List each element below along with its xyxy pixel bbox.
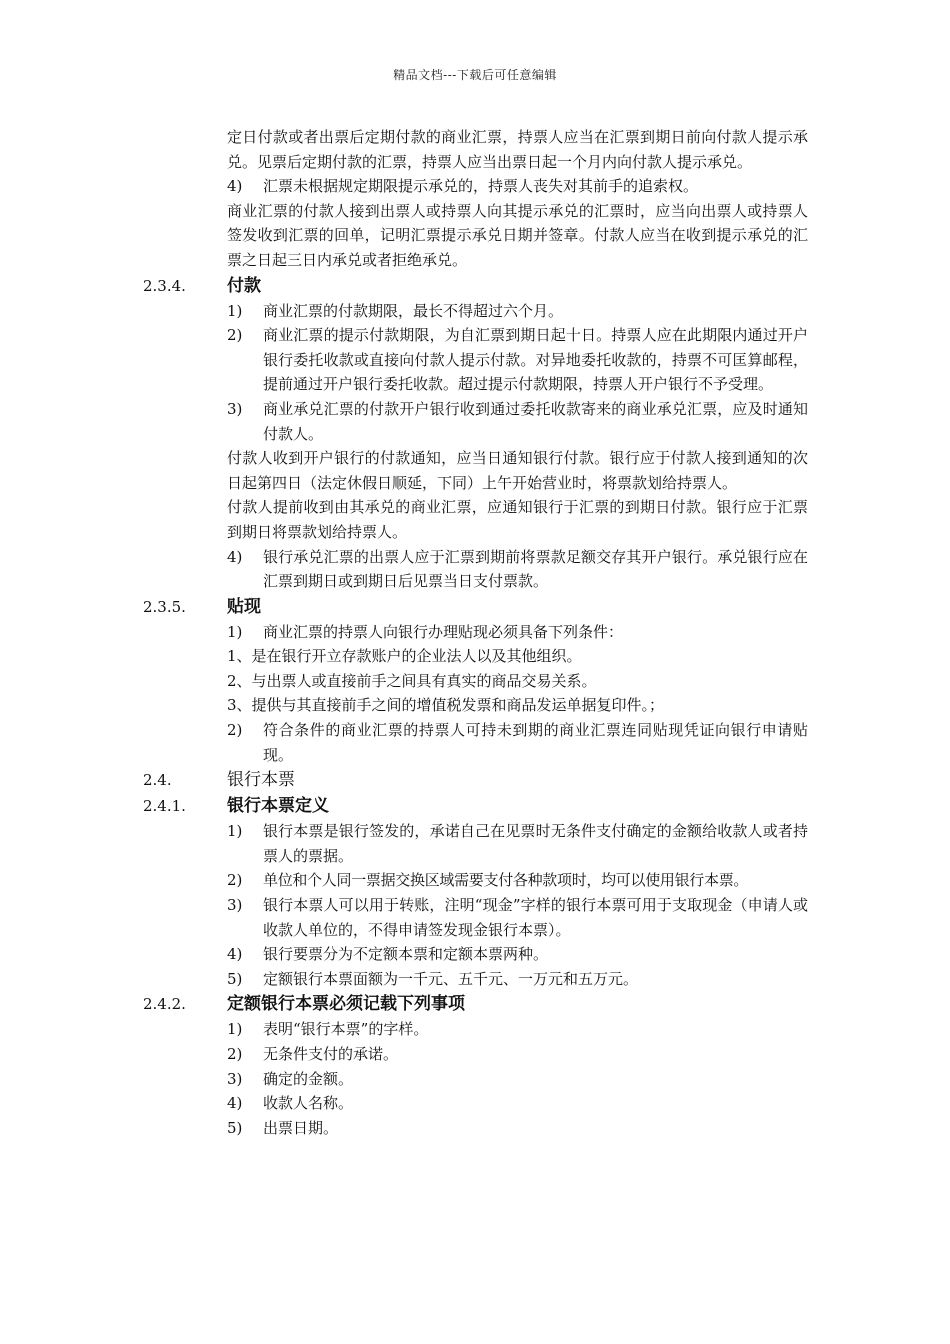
list-text: 商业汇票的提示付款期限，为自汇票到期日起十日。持票人应在此期限内通过开户银行委托收款或直接向付款人提示付款。对异地委托收款的，持票不可匡算邮程，提前通过开户银行委托收款。超过提示付款期限，持票人开户银行不予受理。 xyxy=(263,326,808,394)
list-number: 1) xyxy=(227,822,243,841)
section-heading-2-3-5 xyxy=(143,595,808,620)
paragraph: 付款人收到开户银行的付款通知，应当日通知银行付款。银行应于付款人接到通知的次日起第四日（法定休假日顺延，下同）上午开始营业时，将票款划给持票人。 xyxy=(227,449,808,492)
list-item xyxy=(227,868,808,893)
section-number: 2.4.2. xyxy=(143,995,186,1014)
section-title: 定额银行本票必须记载下列事项 xyxy=(227,994,465,1015)
intro-paragraph-2: 商业汇票的付款人接到出票人或持票人向其提示承兑的汇票时，应当向出票人或持票人签发收到汇票的回单，记明汇票提示承兑日期并签章。付款人应当在收到提示承兑的汇票之日起三日内承兑或者拒绝承兑。 xyxy=(227,201,808,269)
list-number: 4) xyxy=(227,945,243,964)
list-item xyxy=(227,967,808,992)
section-number: 2.3.5. xyxy=(143,597,186,616)
paragraph: 付款人提前收到由其承兑的商业汇票，应通知银行于汇票的到期日付款。银行应于汇票到期日将票款划给持票人。 xyxy=(227,498,808,541)
list-number: 4) xyxy=(227,547,243,566)
list-text: 定额银行本票面额为一千元、五千元、一万元和五万元。 xyxy=(263,969,639,988)
list-text: 符合条件的商业汇票的持票人可持未到期的商业汇票连同贴现凭证向银行申请贴现。 xyxy=(263,721,808,764)
list-number: 2) xyxy=(227,326,243,345)
list-number: 2) xyxy=(227,871,243,890)
list-item xyxy=(227,545,808,594)
list-text: 商业承兑汇票的付款开户银行收到通过委托收款寄来的商业承兑汇票，应及时通知付款人。 xyxy=(263,399,808,443)
section-number: 2.3.4. xyxy=(143,276,186,295)
list-number: 2) xyxy=(227,721,243,740)
list-item xyxy=(227,1091,808,1116)
section-heading-2-4 xyxy=(143,768,808,793)
list-item xyxy=(227,299,808,324)
section-title: 贴现 xyxy=(227,596,261,617)
section-heading-2-4-2 xyxy=(143,992,808,1017)
section-heading-2-4-1 xyxy=(143,794,808,819)
list-number: 5) xyxy=(227,969,243,988)
list-item xyxy=(227,819,808,868)
list-item xyxy=(227,942,808,967)
list-number: 1) xyxy=(227,622,243,641)
list-item xyxy=(227,323,808,397)
list-item xyxy=(227,174,808,199)
list-text: 单位和个人同一票据交换区域需要支付各种款项时，均可以使用银行本票。 xyxy=(263,871,749,890)
list-item xyxy=(227,620,808,645)
list-text: 收款人名称。 xyxy=(263,1094,354,1113)
section-title: 银行本票定义 xyxy=(227,796,329,817)
section-title: 付款 xyxy=(227,275,261,296)
list-text: 表明“银行本票”的字样。 xyxy=(263,1020,429,1039)
section-title: 银行本票 xyxy=(227,770,295,791)
condition-line: 2、与出票人或直接前手之间具有真实的商品交易关系。 xyxy=(227,671,597,690)
list-number: 5) xyxy=(227,1118,243,1137)
list-number: 1) xyxy=(227,301,243,320)
list-text: 确定的金额。 xyxy=(263,1069,354,1088)
list-text: 无条件支付的承诺。 xyxy=(263,1045,399,1063)
list-text: 商业汇票的持票人向银行办理贴现必须具备下列条件： xyxy=(263,622,624,641)
list-text: 商业汇票的付款期限，最长不得超过六个月。 xyxy=(263,301,564,320)
list-item xyxy=(227,1017,808,1042)
section-number: 2.4. xyxy=(143,771,172,790)
list-text: 银行承兑汇票的出票人应于汇票到期前将票款足额交存其开户银行。承兑银行应在汇票到期日或到期日后见票当日支付票款。 xyxy=(263,547,808,591)
list-item xyxy=(227,397,808,446)
section-heading-2-3-4 xyxy=(143,274,808,299)
list-text: 银行本票人可以用于转账，注明“现金”字样的银行本票可用于支取现金（申请人或收款人单位的，不得申请签发现金银行本票）。 xyxy=(263,896,808,939)
list-item xyxy=(227,1042,808,1067)
list-text: 银行本票是银行签发的，承诺自己在见票时无条件支付确定的金额给收款人或者持票人的票据。 xyxy=(263,822,808,865)
list-text: 银行要票分为不定额本票和定额本票两种。 xyxy=(263,945,549,964)
condition-line: 1、是在银行开立存款账户的企业法人以及其他组织。 xyxy=(227,647,582,666)
intro-paragraph: 定日付款或者出票后定期付款的商业汇票，持票人应当在汇票到期日前向付款人提示承兑。见票后定期付款的汇票，持票人应当出票日起一个月内向付款人提示承兑。 xyxy=(227,128,808,171)
document-body xyxy=(143,125,808,1140)
list-number: 4) xyxy=(227,1094,243,1113)
list-number: 3) xyxy=(227,1069,243,1088)
list-item xyxy=(227,1116,808,1141)
list-item xyxy=(227,718,808,767)
list-number: 3) xyxy=(227,399,243,418)
list-number: 3) xyxy=(227,896,243,915)
list-text: 汇票未根据规定期限提示承兑的，持票人丧失对其前手的追索权。 xyxy=(263,177,699,196)
list-item xyxy=(227,1067,808,1092)
list-text: 出票日期。 xyxy=(263,1118,339,1137)
list-item xyxy=(227,893,808,942)
section-number: 2.4.1. xyxy=(143,797,186,816)
condition-line: 3、提供与其直接前手之间的增值税发票和商品发运单据复印件。； xyxy=(227,696,665,715)
list-number: 4) xyxy=(227,177,243,196)
page-header: 精品文档---下载后可任意编辑 xyxy=(393,68,557,82)
list-number: 2) xyxy=(227,1045,243,1063)
list-number: 1) xyxy=(227,1020,243,1039)
